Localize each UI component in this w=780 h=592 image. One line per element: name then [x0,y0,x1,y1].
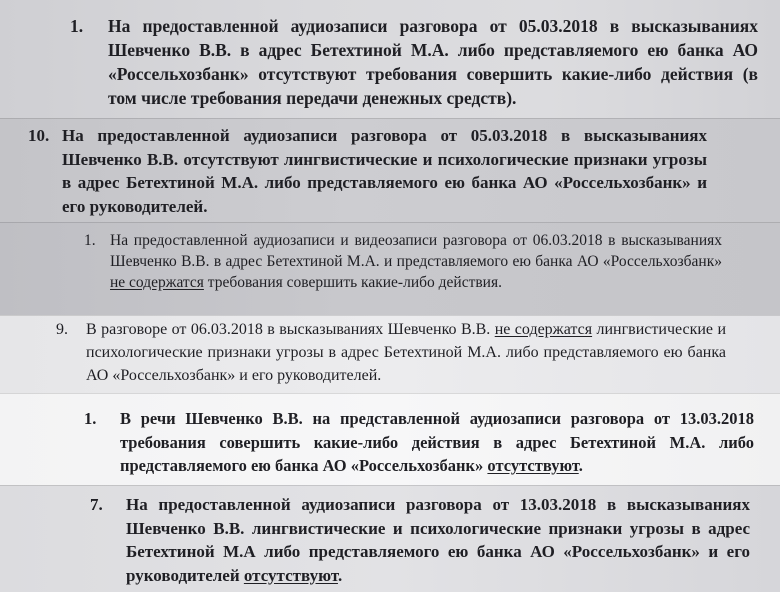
item-text-after: лингвистические и психологические признаки угрозы в адрес Бетехтиной М.А. либо представляемого ею банка АО «Россельхозбанк» и его руководителей. [86,321,727,384]
item-text [110,230,722,293]
excerpt-strip-6 [0,485,780,592]
excerpt-strip-2 [0,118,780,222]
item-text-before: В разговоре от 06.03.2018 в высказываниях Шевченко В.В. [86,321,495,338]
item-text-before: На предоставленной аудиозаписи разговора от 13.03.2018 в высказываниях Шевченко В.В. лингвистические и психологические признаки угрозы в адрес Бетехтиной М.А либо представляемого ею банка АО «Россельхозбанк» и его руководителей [126,495,750,585]
item-number: 1. [84,409,97,428]
item-text-before: На предоставленной аудиозаписи и видеозаписи разговора от 06.03.2018 в высказываниях Шевченко В.В. в адрес Бетехтиной М.А. и представляемого ею банка АО «Россельхозбанк» [110,232,722,270]
item-text-underlined: не содержатся [110,274,204,291]
strip-divider [0,222,780,223]
item-number: 1. [84,232,96,249]
conclusion-item-7 [90,493,750,587]
item-number: 10. [28,126,50,145]
item-text: На предоставленной аудиозаписи разговора от 05.03.2018 в высказываниях Шевченко В.В. отсутствуют лингвистические и психологические признаки угрозы в адрес Бетехтиной М.А. либо представляемого ею банка АО «Россельхозбанк» и его руководителей. [62,126,707,216]
excerpt-strip-4 [0,315,780,393]
item-text [126,493,750,587]
item-text-before: В речи Шевченко В.В. на представленной аудиозаписи разговора от 13.03.2018 требования совершить какие-либо действия в адрес Бетехтиной М.А. либо представляемого ею банка АО «Россельхозбанк» [120,409,754,475]
item-text-after: . [578,456,583,475]
item-number: 1. [70,16,84,36]
item-text-underlined: не содержатся [494,321,593,338]
conclusion-item-1 [70,14,760,110]
item-text [86,318,726,387]
item-text-after: требования совершить какие-либо действия. [203,274,502,291]
conclusion-item-1b [84,230,724,293]
item-text-underlined: отсутствуют [487,456,579,475]
item-text: На предоставленной аудиозаписи разговора от 05.03.2018 в высказываниях Шевченко В.В. в адрес Бетехтиной М.А. либо представляемого ею банка АО «Россельхозбанк» отсутствуют требования совершить какие-либо действия (в том числе требования передачи денежных средств). [108,16,758,108]
strip-divider [0,118,780,119]
strip-divider [0,315,780,316]
item-text-underlined: отсутствуют [243,565,338,585]
conclusion-item-1c [84,407,754,478]
item-text [120,407,754,478]
item-number: 7. [90,495,103,514]
excerpt-strip-3 [0,222,780,315]
strip-divider [0,393,780,394]
item-text-after: . [337,565,343,585]
conclusion-item-9 [56,318,726,387]
excerpt-strip-5 [0,393,780,485]
item-number: 9. [56,321,68,338]
conclusion-item-10 [28,124,708,218]
excerpt-strip-1 [0,0,780,118]
strip-divider [0,485,780,486]
